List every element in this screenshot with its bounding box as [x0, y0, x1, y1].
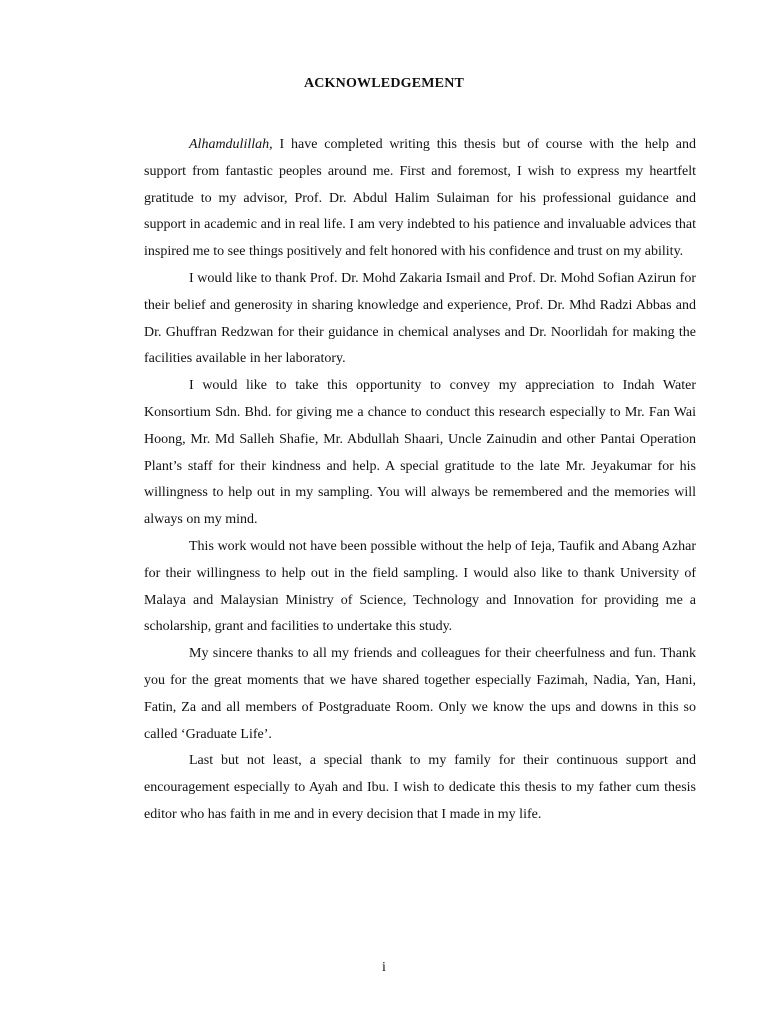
page-number: i [382, 960, 386, 975]
paragraph-6: Last but not least, a special thank to my family for their continuous support and encouragement especially to Ayah and Ibu. I wish to dedicate this thesis to my father cum thesis editor who has faith in me and in every decision that I made in my life. [144, 753, 696, 822]
page-title: ACKNOWLEDGEMENT [303, 76, 465, 91]
italic-lead: Alhamdulillah [189, 137, 270, 152]
paragraph-1 [144, 132, 696, 266]
paragraph-2: I would like to thank Prof. Dr. Mohd Zakaria Ismail and Prof. Dr. Mohd Sofian Azirun for their belief and generosity in sharing knowledge and experience, Prof. Dr. Mhd Radzi Abbas and Dr. Ghuffran Redzwan for their guidance in chemical analyses and Dr. Noorlidah for making the facilities available in her laboratory. [144, 270, 696, 367]
acknowledgement-body [144, 132, 696, 829]
paragraph-5: My sincere thanks to all my friends and colleagues for their cheerfulness and fun. Thank you for the great moments that we have shared together especially Fazimah, Nadia, Yan, Hani, Fatin, Za and all members of Postgraduate Room. Only we know the ups and downs in this so called ‘Graduate Life’. [144, 646, 696, 742]
paragraph-4: This work would not have been possible without the help of Ieja, Taufik and Abang Azhar for their willingness to help out in the field sampling. I would also like to thank University of Malaya and Malaysian Ministry of Science, Technology and Innovation for providing me a scholarship, grant and facilities to undertake this study. [144, 538, 696, 635]
paragraph-1-text: , I have completed writing this thesis but of course with the help and support from fantastic peoples around me. First and foremost, I wish to express my heartfelt gratitude to my advisor, Prof. Dr. Abdul Halim Sulaiman for his professional guidance and support in academic and in real life. I am very indebted to his patience and invaluable advices that inspired me to see things positively and felt honored with his confidence and trust on my ability. [144, 137, 696, 260]
paragraph-3: I would like to take this opportunity to convey my appreciation to Indah Water Konsortium Sdn. Bhd. for giving me a chance to conduct this research especially to Mr. Fan Wai Hoong, Mr. Md Salleh Shafie, Mr. Abdullah Shaari, Uncle Zainudin and other Pantai Operation Plant’s staff for their kindness and help. A special gratitude to the late Mr. Jeyakumar for his willingness to help out in my sampling. You will always be remembered and the memories will always on my mind. [144, 378, 696, 528]
